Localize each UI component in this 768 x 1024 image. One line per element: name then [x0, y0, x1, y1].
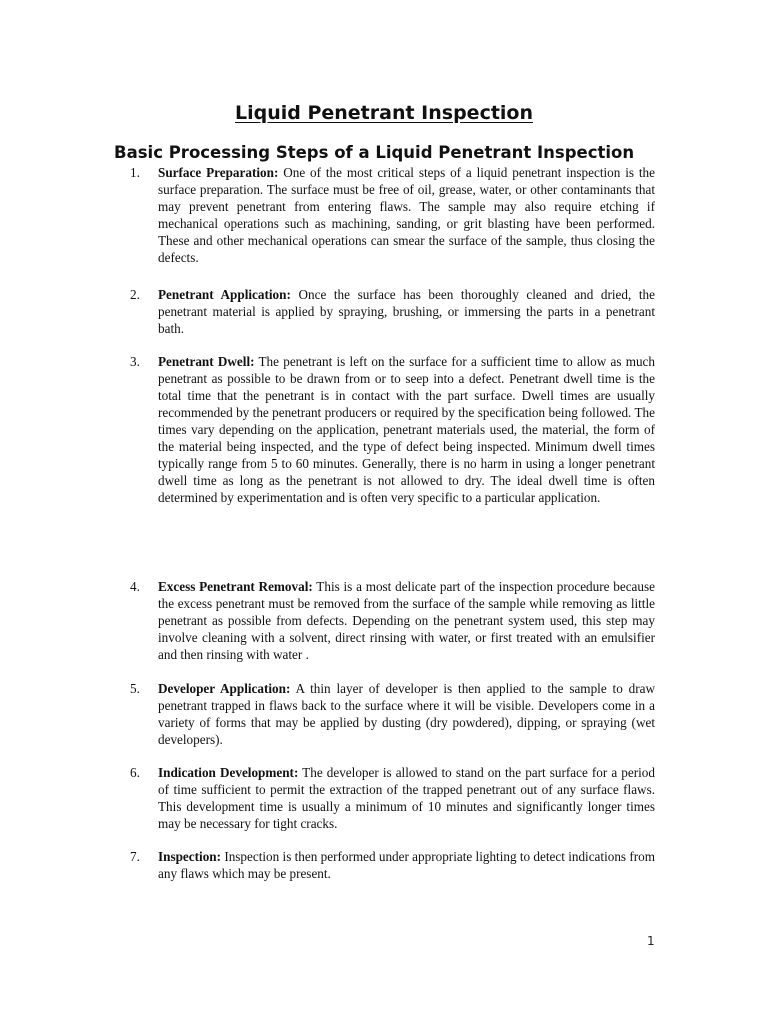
list-item-label: Surface Preparation: — [158, 165, 279, 180]
list-item-body — [158, 164, 655, 266]
list-item-number: 3. — [130, 354, 140, 369]
list-item-text: Once the surface has been thoroughly cleaned and dried, the penetrant material is applied by spraying, brushing, or immersing the parts in a penetrant bath. — [158, 287, 655, 336]
list-item-body — [158, 286, 655, 337]
list-item-number: 7. — [130, 849, 140, 864]
list-item-body — [158, 578, 655, 663]
list-item-body — [158, 353, 655, 506]
list-item-label: Indication Development: — [158, 765, 299, 780]
list-item-label: Inspection: — [158, 849, 222, 864]
list-item-number: 6. — [130, 765, 140, 780]
list-item-body — [158, 680, 655, 748]
list-item-text: The developer is allowed to stand on the part surface for a period of time sufficient to permit the extraction of the trapped penetrant out of any surface flaws. This development time is usually a minimum of 10 minutes and significantly longer times may be necessary for tight cracks. — [158, 765, 655, 831]
list-item-label: Penetrant Dwell: — [158, 354, 255, 369]
list-item-number: 5. — [130, 681, 140, 696]
list-item-label: Developer Application: — [158, 681, 291, 696]
list-item-number: 4. — [130, 579, 140, 594]
list-item-text: A thin layer of developer is then applied to the sample to draw penetrant trapped in flaws back to the surface where it will be visible. Developers come in a variety of forms that may be applied by dusting (dry powdered), dipping, or spraying (wet developers). — [158, 681, 656, 747]
document-title: Liquid Penetrant Inspection — [234, 102, 534, 124]
section-heading: Basic Processing Steps of a Liquid Penetrant Inspection — [114, 143, 635, 162]
list-item-body — [158, 848, 655, 882]
page-number: 1 — [647, 934, 655, 948]
list-item-label: Penetrant Application: — [158, 287, 291, 302]
list-item-number: 2. — [130, 287, 140, 302]
list-item-text: The penetrant is left on the surface for a sufficient time to allow as much penetrant as possible to be drawn from or to seep into a defect. Penetrant dwell time is the total time that the penetrant is in contact with the part surface. Dwell times are usually recommended by the penetrant producers or required by the specification being followed. The times vary depending on the application, penetrant materials used, the material, the form of the material being inspected, and the type of defect being inspected. Minimum dwell times typically range from 5 to 60 minutes. Generally, there is no harm in using a longer penetrant dwell time as long as the penetrant is not allowed to dry. The ideal dwell time is often determined by experimentation and is often very specific to a particular application. — [158, 354, 656, 505]
list-item-text: One of the most critical steps of a liquid penetrant inspection is the surface preparation. The surface must be free of oil, grease, water, or other contaminants that may prevent penetrant from entering flaws. The sample may also require etching if mechanical operations such as machining, sanding, or grit blasting have been performed. These and other mechanical operations can smear the surface of the sample, thus closing the defects. — [158, 165, 655, 265]
list-item-text: This is a most delicate part of the inspection procedure because the excess penetrant must be removed from the surface of the sample while removing as little penetrant as possible from defects. Depending on the penetrant system used, this step may involve cleaning with a solvent, direct rinsing with water, or first treated with an emulsifier and then rinsing with water . — [158, 579, 655, 662]
list-item-label: Excess Penetrant Removal: — [158, 579, 313, 594]
list-item-number: 1. — [130, 165, 140, 180]
list-item-text: Inspection is then performed under appropriate lighting to detect indications from any flaws which may be present. — [158, 849, 655, 881]
list-item-body — [158, 764, 655, 832]
